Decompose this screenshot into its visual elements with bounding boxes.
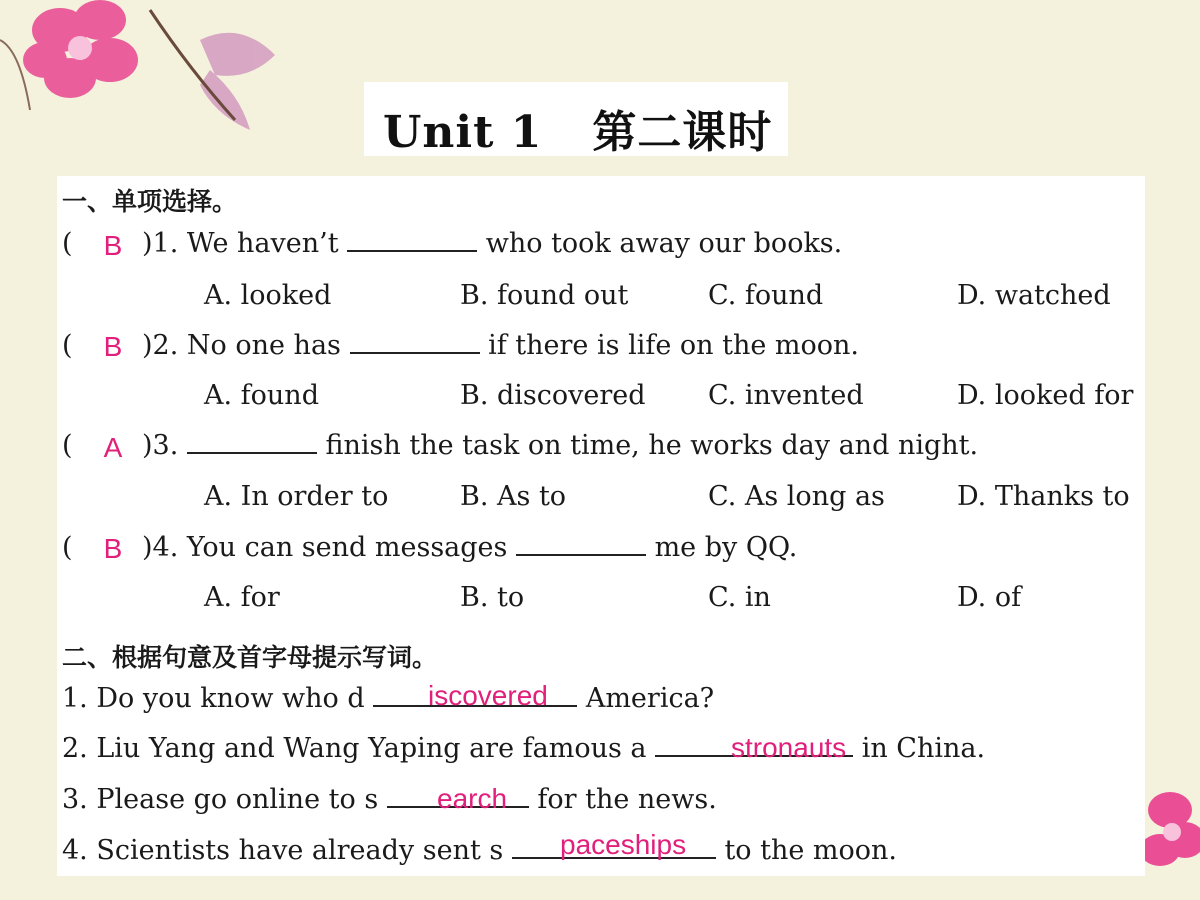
question-4-text: )4. You can send messages me by QQ. [142, 532, 798, 563]
q1-option-d[interactable]: D. watched [957, 280, 1111, 311]
flower-decoration-icon [0, 0, 300, 140]
question-2: ( [62, 330, 73, 361]
q3-option-d[interactable]: D. Thanks to [957, 481, 1130, 512]
q1-option-c[interactable]: C. found [708, 280, 824, 311]
blank-3[interactable] [187, 430, 317, 454]
q3-option-b[interactable]: B. As to [460, 481, 567, 512]
fill-answer-4: paceships [560, 829, 687, 860]
question-2-text: )2. No one has if there is life on the moon. [142, 330, 860, 361]
fill-item-4: 4. Scientists have already sent s to the moon. [62, 835, 898, 866]
page-title [383, 96, 772, 160]
section1-heading: 一、单项选择。 [62, 187, 238, 216]
fill-item-1: 1. Do you know who d America? [62, 683, 715, 714]
question-4: ( [62, 532, 73, 563]
title-lesson: 第二课时 [592, 107, 773, 158]
q1-option-a[interactable]: A. looked [204, 280, 332, 311]
blank-2[interactable] [350, 330, 480, 354]
q4-option-c[interactable]: C. in [708, 582, 771, 613]
q2-option-b[interactable]: B. discovered [460, 380, 646, 411]
answer-3: A [103, 432, 123, 463]
fill-answer-2: stronauts [731, 732, 847, 763]
q3-option-a[interactable]: A. In order to [204, 481, 389, 512]
section2-heading: 二、根据句意及首字母提示写词。 [62, 643, 438, 672]
question-1-text: )1. We haven’t who took away our books. [142, 228, 843, 259]
title-unit: Unit 1 [383, 107, 543, 158]
q4-option-b[interactable]: B. to [460, 582, 525, 613]
question-1: ( [62, 228, 73, 259]
answer-1: B [103, 230, 123, 261]
fill-answer-1: iscovered [428, 680, 548, 711]
question-3: ( [62, 430, 73, 461]
question-3-text: )3. finish the task on time, he works day and night. [142, 430, 979, 461]
q2-option-c[interactable]: C. invented [708, 380, 864, 411]
q2-option-d[interactable]: D. looked for [957, 380, 1134, 411]
q4-option-d[interactable]: D. of [957, 582, 1022, 613]
blank-1[interactable] [347, 228, 477, 252]
q3-option-c[interactable]: C. As long as [708, 481, 885, 512]
blank-4[interactable] [516, 532, 646, 556]
q4-option-a[interactable]: A. for [204, 582, 280, 613]
answer-4: B [103, 533, 123, 564]
fill-item-2: 2. Liu Yang and Wang Yaping are famous a in China. [62, 733, 986, 764]
q2-option-a[interactable]: A. found [204, 380, 319, 411]
fill-answer-3: earch [437, 783, 508, 814]
q1-option-b[interactable]: B. found out [460, 280, 629, 311]
fill-item-3: 3. Please go online to s for the news. [62, 784, 717, 815]
answer-2: B [103, 331, 123, 362]
